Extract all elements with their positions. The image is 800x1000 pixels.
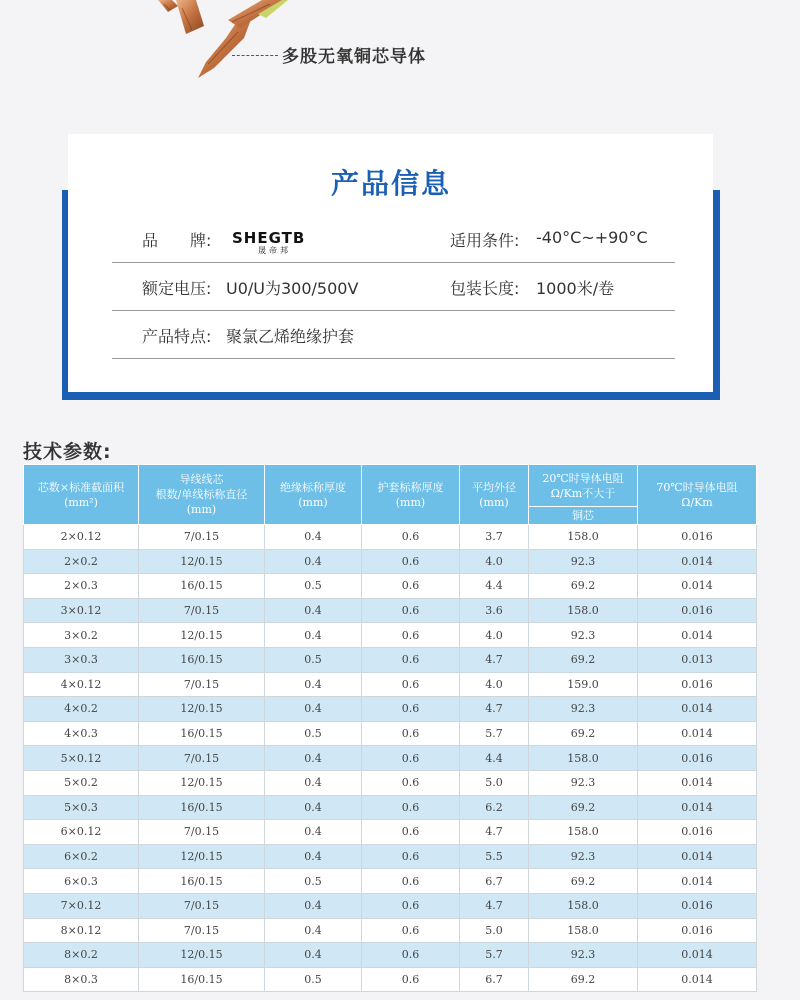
cell-cores-area: 2×0.3 [24,574,139,599]
tech-params-body [24,525,757,992]
cell-insulation: 0.5 [265,647,362,672]
cell-sheath: 0.6 [362,647,460,672]
cell-sheath: 0.6 [362,672,460,697]
cell-cores-area: 2×0.2 [24,549,139,574]
cell-cores-area: 8×0.12 [24,918,139,943]
cell-sheath: 0.6 [362,943,460,968]
cell-outer-diameter: 4.7 [460,647,529,672]
cell-insulation: 0.5 [265,869,362,894]
cell-resistance-20: 158.0 [529,820,638,845]
cell-outer-diameter: 5.5 [460,844,529,869]
cell-cores-area: 5×0.12 [24,746,139,771]
info-row-voltage [112,262,675,311]
col-header-outer-diameter: 平均外径 (mm) [460,465,529,525]
cell-resistance-20: 69.2 [529,721,638,746]
cell-cores-area: 4×0.2 [24,697,139,722]
cell-conductor: 16/0.15 [139,795,265,820]
cell-insulation: 0.4 [265,623,362,648]
cell-sheath: 0.6 [362,918,460,943]
cell-insulation: 0.4 [265,918,362,943]
table-row [24,893,757,918]
col-header-resistance-70: 70℃时导体电阻 Ω/Km [638,465,757,525]
cell-insulation: 0.4 [265,943,362,968]
cell-resistance-70: 0.016 [638,893,757,918]
voltage-value: U0/U为300/500V [226,279,359,298]
table-row [24,746,757,771]
cell-sheath: 0.6 [362,721,460,746]
cell-resistance-20: 92.3 [529,844,638,869]
hero-caption: 多股无氧铜芯导体 [282,47,426,67]
brand-logo-sub: 晟帝邦 [258,246,291,255]
conditions-label: 适用条件: [450,231,520,250]
table-row [24,623,757,648]
cell-conductor: 12/0.15 [139,943,265,968]
cell-conductor: 7/0.15 [139,746,265,771]
cell-outer-diameter: 4.0 [460,549,529,574]
table-row [24,647,757,672]
cell-resistance-20: 92.3 [529,549,638,574]
table-row [24,672,757,697]
cell-resistance-70: 0.016 [638,918,757,943]
cell-sheath: 0.6 [362,820,460,845]
cell-sheath: 0.6 [362,574,460,599]
cell-outer-diameter: 4.7 [460,893,529,918]
cell-cores-area: 4×0.3 [24,721,139,746]
cell-resistance-70: 0.014 [638,623,757,648]
cell-insulation: 0.4 [265,525,362,550]
cell-outer-diameter: 5.0 [460,770,529,795]
caption-leader-line [232,55,278,56]
cell-resistance-20: 69.2 [529,795,638,820]
cell-resistance-20: 158.0 [529,918,638,943]
cell-conductor: 12/0.15 [139,844,265,869]
cell-resistance-20: 69.2 [529,967,638,992]
cell-cores-area: 7×0.12 [24,893,139,918]
cell-insulation: 0.4 [265,672,362,697]
cell-outer-diameter: 4.7 [460,820,529,845]
cell-resistance-70: 0.016 [638,525,757,550]
cell-outer-diameter: 4.4 [460,574,529,599]
cell-sheath: 0.6 [362,770,460,795]
cell-insulation: 0.4 [265,697,362,722]
table-row [24,844,757,869]
cell-sheath: 0.6 [362,893,460,918]
table-row [24,525,757,550]
cell-sheath: 0.6 [362,525,460,550]
cell-resistance-20: 92.3 [529,943,638,968]
cell-sheath: 0.6 [362,967,460,992]
cell-resistance-70: 0.014 [638,721,757,746]
brand-logo-text: SHEGTB [232,229,306,247]
cell-resistance-70: 0.014 [638,574,757,599]
cell-insulation: 0.4 [265,746,362,771]
table-row [24,943,757,968]
table-row [24,820,757,845]
cell-outer-diameter: 6.7 [460,967,529,992]
cell-resistance-70: 0.014 [638,770,757,795]
info-row-feature [112,310,675,359]
cell-sheath: 0.6 [362,869,460,894]
cell-conductor: 7/0.15 [139,820,265,845]
table-row [24,549,757,574]
table-row [24,598,757,623]
cell-cores-area: 4×0.12 [24,672,139,697]
product-info-title: 产品信息 [330,167,451,200]
cell-insulation: 0.5 [265,967,362,992]
brand-label: 品 牌: [142,231,212,250]
cell-outer-diameter: 3.7 [460,525,529,550]
cell-outer-diameter: 5.0 [460,918,529,943]
cell-insulation: 0.4 [265,893,362,918]
cell-resistance-20: 69.2 [529,647,638,672]
table-row [24,918,757,943]
table-row [24,869,757,894]
cell-conductor: 16/0.15 [139,574,265,599]
cell-outer-diameter: 5.7 [460,943,529,968]
cell-sheath: 0.6 [362,549,460,574]
cell-outer-diameter: 6.2 [460,795,529,820]
cell-conductor: 16/0.15 [139,869,265,894]
cell-resistance-20: 158.0 [529,525,638,550]
tech-params-title: 技术参数: [23,441,112,463]
table-row [24,574,757,599]
conditions-value: -40°C~+90°C [536,228,648,247]
voltage-label: 额定电压: [142,279,212,298]
cell-resistance-70: 0.013 [638,647,757,672]
cell-conductor: 7/0.15 [139,918,265,943]
cell-conductor: 12/0.15 [139,770,265,795]
cell-insulation: 0.4 [265,770,362,795]
cell-conductor: 7/0.15 [139,672,265,697]
cell-outer-diameter: 3.6 [460,598,529,623]
cell-resistance-20: 158.0 [529,893,638,918]
cell-resistance-20: 159.0 [529,672,638,697]
cell-resistance-70: 0.014 [638,844,757,869]
cell-outer-diameter: 4.7 [460,697,529,722]
cell-resistance-70: 0.016 [638,820,757,845]
col-header-insulation: 绝缘标称厚度 (mm) [265,465,362,525]
cell-cores-area: 6×0.12 [24,820,139,845]
cell-conductor: 7/0.15 [139,893,265,918]
feature-value: 聚氯乙烯绝缘护套 [226,327,355,346]
cell-resistance-70: 0.016 [638,746,757,771]
cell-insulation: 0.4 [265,844,362,869]
cell-sheath: 0.6 [362,598,460,623]
cell-resistance-20: 92.3 [529,697,638,722]
packaging-value: 1000米/卷 [536,279,615,298]
cell-resistance-20: 92.3 [529,623,638,648]
cell-cores-area: 6×0.3 [24,869,139,894]
cell-sheath: 0.6 [362,844,460,869]
cell-resistance-70: 0.014 [638,943,757,968]
cell-cores-area: 2×0.12 [24,525,139,550]
cell-cores-area: 8×0.2 [24,943,139,968]
cell-resistance-70: 0.014 [638,869,757,894]
feature-label: 产品特点: [142,327,212,346]
cell-conductor: 7/0.15 [139,525,265,550]
cell-resistance-70: 0.014 [638,967,757,992]
cell-insulation: 0.4 [265,820,362,845]
cell-outer-diameter: 4.4 [460,746,529,771]
cell-insulation: 0.4 [265,549,362,574]
cell-resistance-70: 0.014 [638,549,757,574]
cell-sheath: 0.6 [362,746,460,771]
info-row-brand [112,214,675,263]
cell-conductor: 12/0.15 [139,623,265,648]
cell-resistance-20: 158.0 [529,746,638,771]
cell-resistance-70: 0.016 [638,672,757,697]
table-row [24,795,757,820]
col-header-resistance-20: 20℃时导体电阻 Ω/Km不大于 [529,465,638,507]
hero-image-area [0,0,800,110]
cell-conductor: 16/0.15 [139,647,265,672]
cell-outer-diameter: 4.0 [460,672,529,697]
cell-outer-diameter: 6.7 [460,869,529,894]
cell-conductor: 12/0.15 [139,549,265,574]
cell-cores-area: 3×0.12 [24,598,139,623]
packaging-label: 包装长度: [450,279,520,298]
tech-params-table [23,464,757,992]
col-subheader-copper: 铜芯 [529,507,638,525]
cell-sheath: 0.6 [362,623,460,648]
cell-conductor: 16/0.15 [139,967,265,992]
cell-conductor: 7/0.15 [139,598,265,623]
cell-cores-area: 5×0.2 [24,770,139,795]
table-row [24,721,757,746]
cell-cores-area: 8×0.3 [24,967,139,992]
cell-sheath: 0.6 [362,697,460,722]
cell-outer-diameter: 5.7 [460,721,529,746]
cell-resistance-20: 92.3 [529,770,638,795]
cell-conductor: 12/0.15 [139,697,265,722]
cell-cores-area: 3×0.3 [24,647,139,672]
table-row [24,967,757,992]
col-header-cores-area: 芯数×标准截面积 (mm²) [24,465,139,525]
col-header-conductor: 导线线芯 根数/单线标称直径 (mm) [139,465,265,525]
brand-logo [232,229,318,255]
cell-cores-area: 3×0.2 [24,623,139,648]
cell-resistance-20: 69.2 [529,574,638,599]
cell-resistance-70: 0.014 [638,697,757,722]
table-row [24,770,757,795]
cell-resistance-70: 0.014 [638,795,757,820]
cell-resistance-20: 69.2 [529,869,638,894]
cell-cores-area: 6×0.2 [24,844,139,869]
cell-sheath: 0.6 [362,795,460,820]
col-header-sheath: 护套标称厚度 (mm) [362,465,460,525]
cell-insulation: 0.4 [265,598,362,623]
cell-resistance-70: 0.016 [638,598,757,623]
cell-cores-area: 5×0.3 [24,795,139,820]
table-row [24,697,757,722]
cell-conductor: 16/0.15 [139,721,265,746]
cell-outer-diameter: 4.0 [460,623,529,648]
cell-resistance-20: 158.0 [529,598,638,623]
cell-insulation: 0.4 [265,795,362,820]
cell-insulation: 0.5 [265,721,362,746]
cell-insulation: 0.5 [265,574,362,599]
